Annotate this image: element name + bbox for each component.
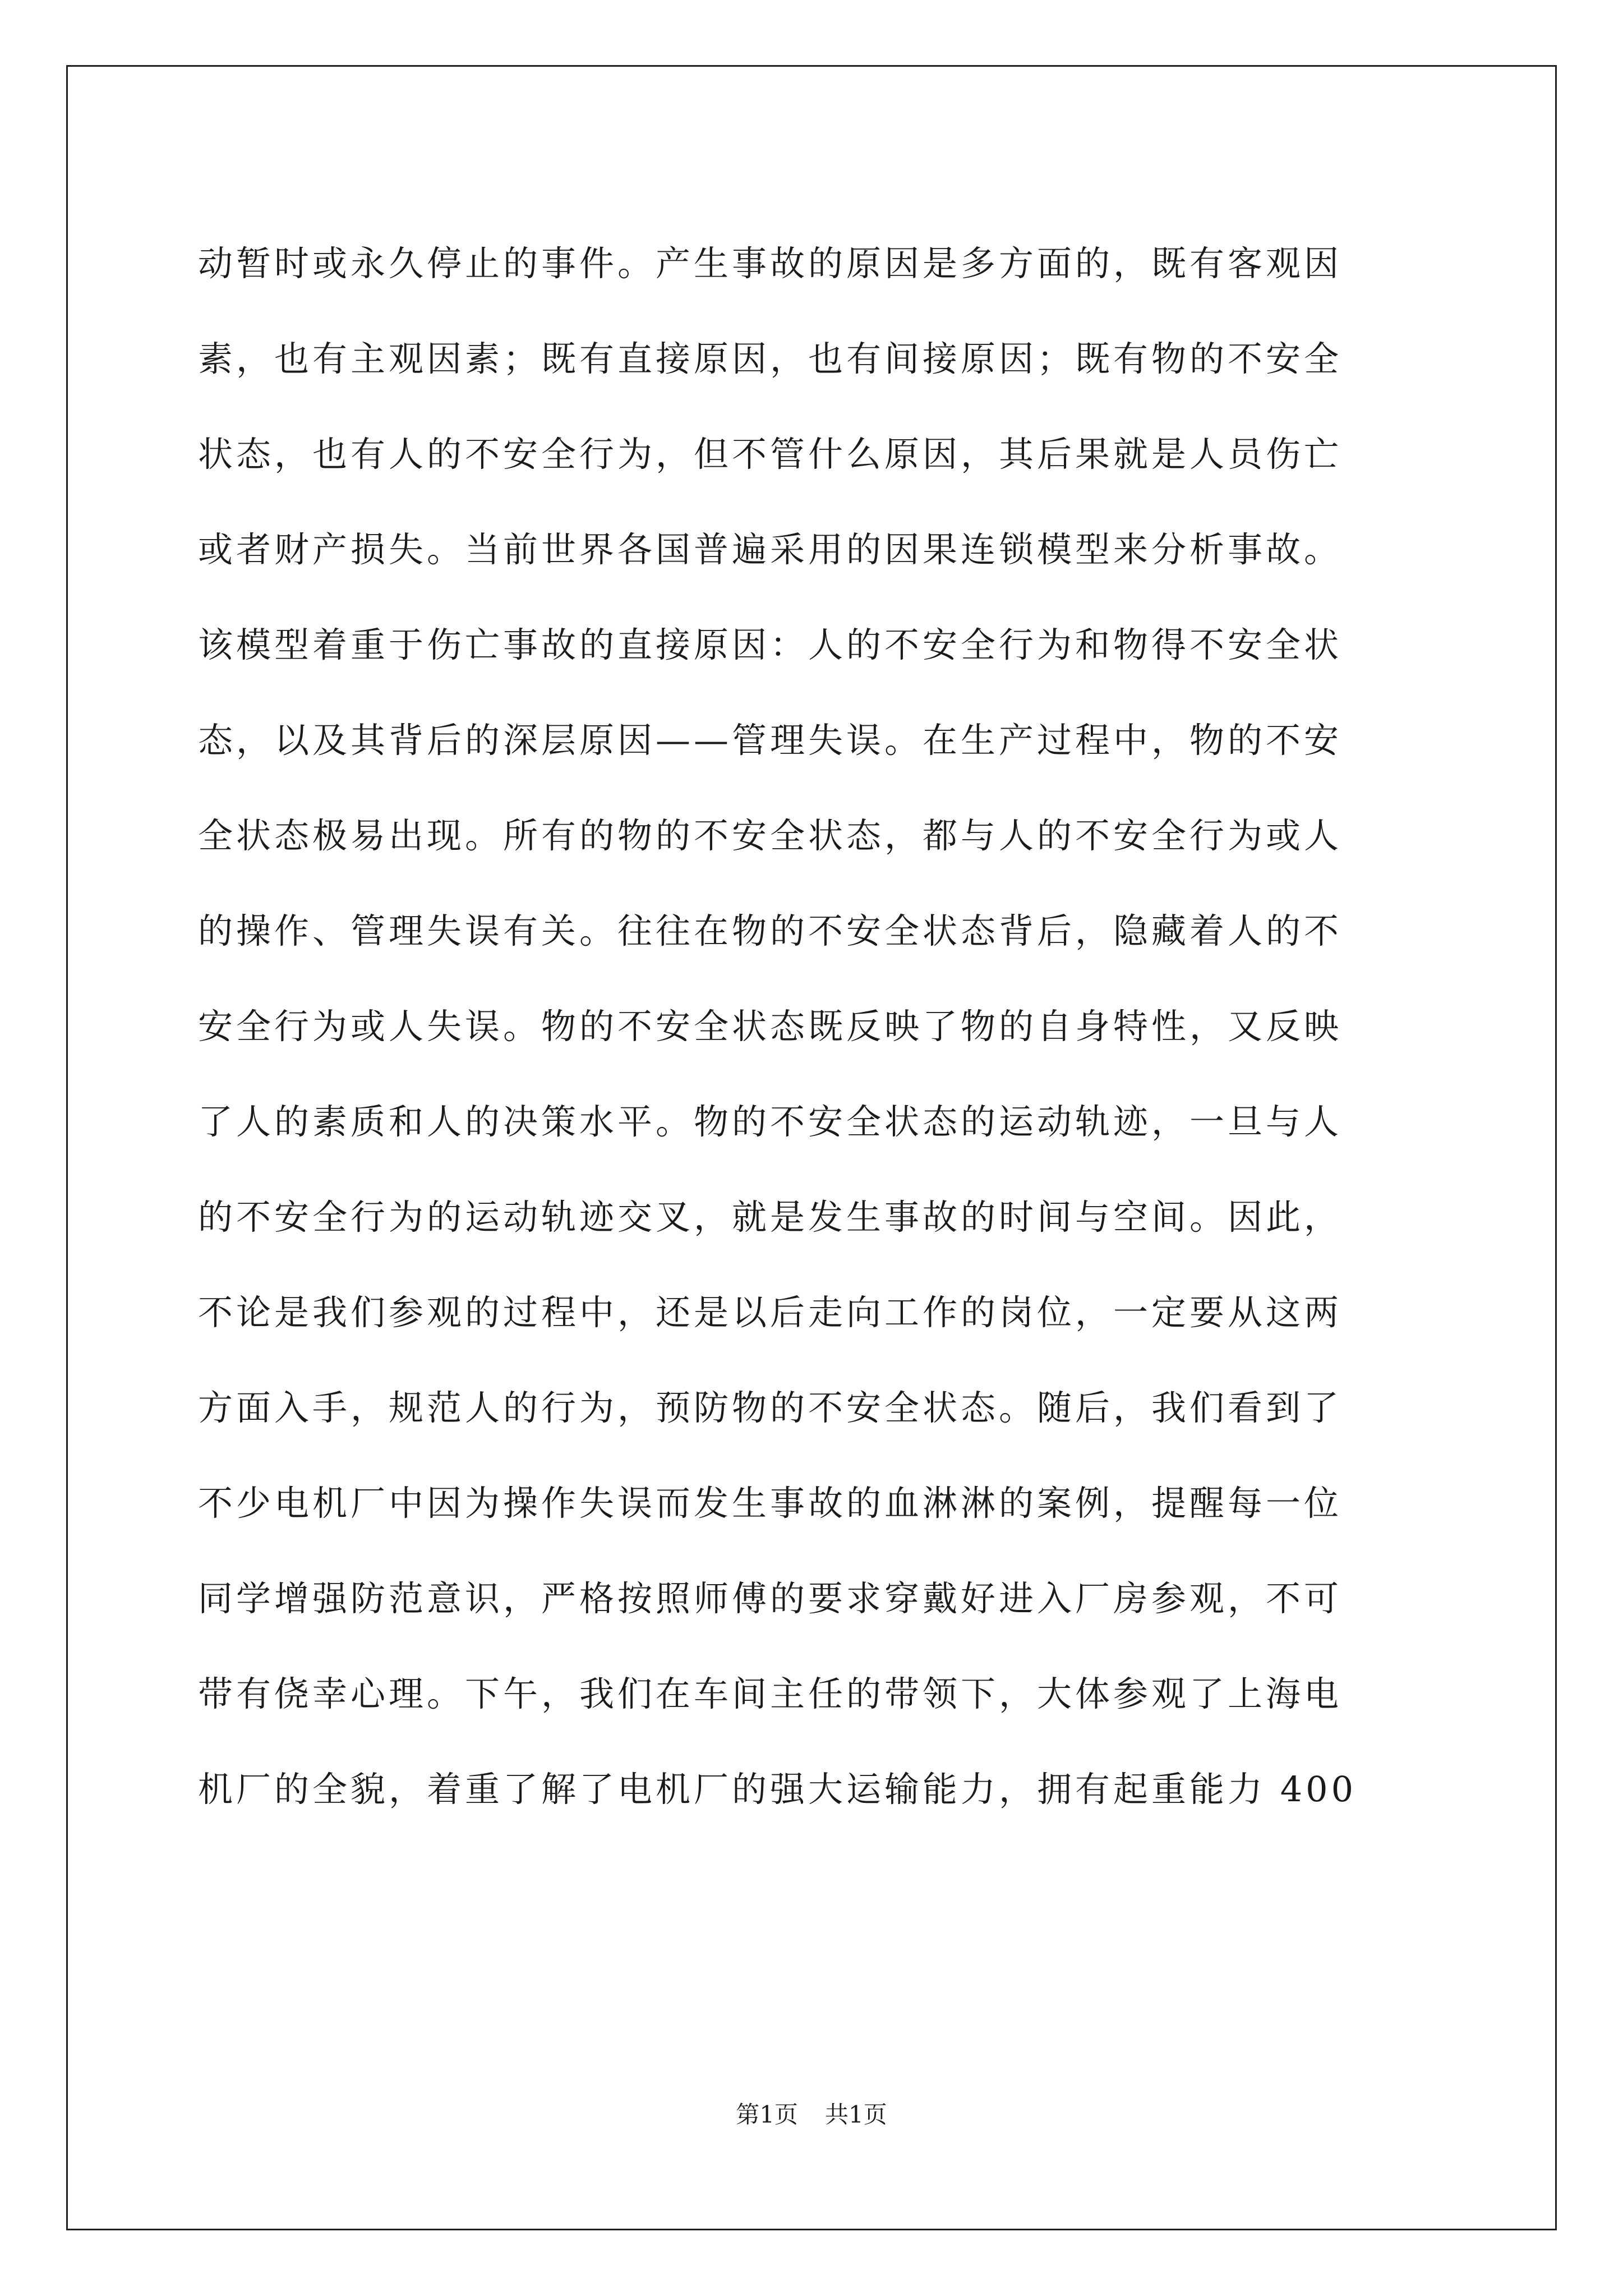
text-line-15: 同学增强防范意识，严格按照师傅的要求穿戴好进入厂房参观，不可 [198,1578,1343,1619]
text-line-14: 不少电机厂中因为操作失误而发生事故的血淋淋的案例，提醒每一位 [198,1483,1343,1524]
text-line-13: 方面入手，规范人的行为，预防物的不安全状态。随后，我们看到了 [198,1387,1343,1428]
page-number-current: 第1页 [736,2101,798,2128]
text-line-1: 动暂时或永久停止的事件。产生事故的原因是多方面的，既有客观因 [198,243,1343,284]
text-line-2: 素，也有主观因素；既有直接原因，也有间接原因；既有物的不安全 [198,338,1343,379]
text-line-9: 安全行为或人失误。物的不安全状态既反映了物的自身特性，又反映 [198,1006,1343,1047]
text-line-10: 了人的素质和人的决策水平。物的不安全状态的运动轨迹，一旦与人 [198,1101,1343,1142]
text-line-3: 状态，也有人的不安全行为，但不管什么原因，其后果就是人员伤亡 [198,434,1343,475]
text-line-16: 带有侥幸心理。下午，我们在车间主任的带领下，大体参观了上海电 [198,1673,1343,1714]
text-line-6: 态，以及其背后的深层原因——管理失误。在生产过程中，物的不安 [198,720,1343,761]
text-line-12: 不论是我们参观的过程中，还是以后走向工作的岗位，一定要从这两 [198,1292,1343,1333]
page-number-total: 共1页 [825,2101,887,2128]
text-line-17: 机厂的全貌，着重了解了电机厂的强大运输能力，拥有起重能力 400 [198,1769,1357,1810]
text-line-4: 或者财产损失。当前世界各国普遍采用的因果连锁模型来分析事故。 [198,529,1343,570]
page-footer [0,2098,1623,2132]
text-line-5: 该模型着重于伤亡事故的直接原因：人的不安全行为和物得不安全状 [198,624,1343,665]
text-line-11: 的不安全行为的运动轨迹交叉，就是发生事故的时间与空间。因此， [198,1197,1343,1237]
document-body [198,216,1426,1837]
text-line-7: 全状态极易出现。所有的物的不安全状态，都与人的不安全行为或人 [198,815,1343,856]
text-line-8: 的操作、管理失误有关。往往在物的不安全状态背后，隐藏着人的不 [198,910,1343,951]
